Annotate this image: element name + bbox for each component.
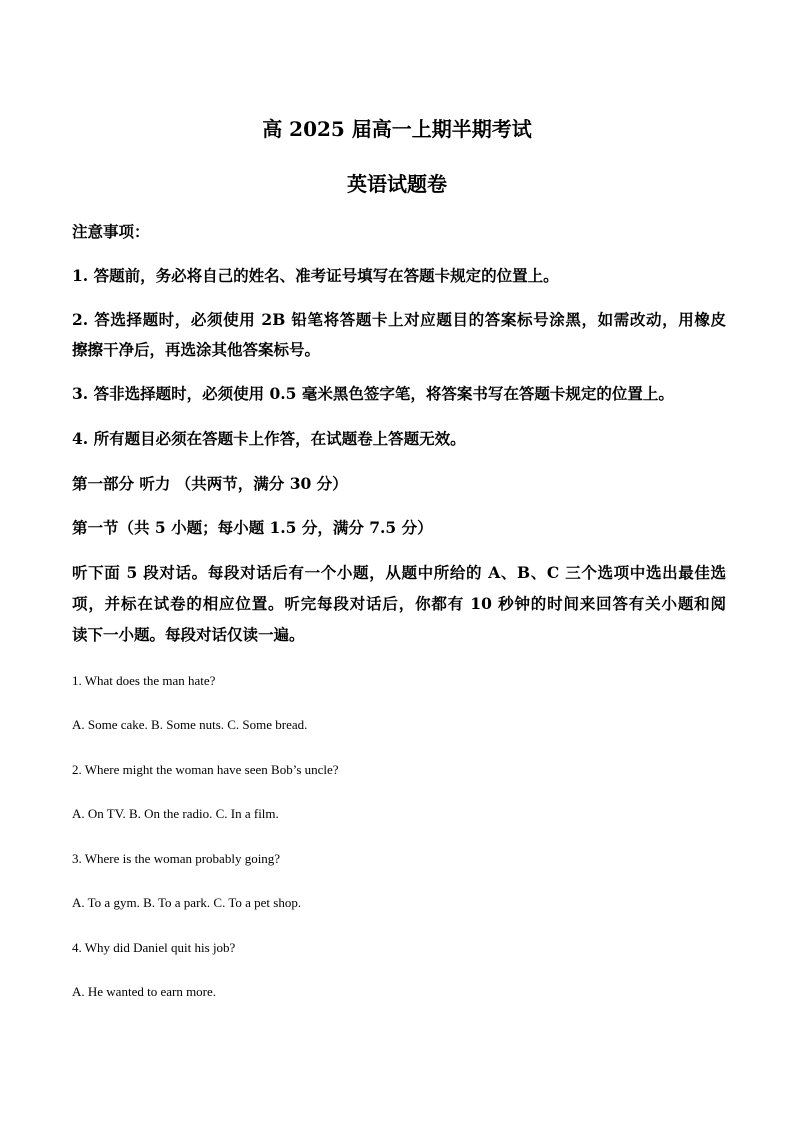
question-1-stem: 1. What does the man hate? — [72, 673, 216, 688]
section1-heading: 第一节（共 5 小题；每小题 1.5 分，满分 7.5 分） — [72, 518, 433, 537]
notice-heading: 注意事项： — [72, 222, 150, 241]
question-3-stem: 3. Where is the woman probably going? — [72, 851, 281, 866]
question-4-stem: 4. Why did Daniel quit his job? — [72, 940, 236, 955]
notice-item-3: 3. 答非选择题时，必须使用 0.5 毫米黑色签字笔，将答案书写在答题卡规定的位置上。 — [72, 384, 674, 403]
question-4-options: A. He wanted to earn more. — [72, 984, 217, 999]
exam-title: 高 2025 届高一上期半期考试 — [262, 117, 532, 141]
question-2-options: A. On TV. B. On the radio. C. In a film. — [72, 806, 279, 821]
instructions-line-3: 读下一小题。每段对话仅读一遍。 — [72, 625, 305, 644]
exam-subtitle: 英语试题卷 — [347, 172, 447, 196]
question-2-stem: 2. Where might the woman have seen Bob’s uncle? — [72, 762, 339, 777]
notice-item-2-continued: 擦擦干净后，再选涂其他答案标号。 — [72, 340, 321, 359]
notice-item-4: 4. 所有题目必须在答题卡上作答，在试题卷上答题无效。 — [72, 429, 466, 448]
question-3-options: A. To a gym. B. To a park. C. To a pet shop. — [72, 895, 302, 910]
instructions-line-1: 听下面 5 段对话。每段对话后有一个小题，从题中所给的 A、B、C 三个选项中选出最佳选 — [72, 563, 726, 582]
notice-item-1: 1. 答题前，务必将自己的姓名、准考证号填写在答题卡规定的位置上。 — [72, 266, 559, 285]
part1-heading: 第一部分 听力 （共两节，满分 30 分） — [72, 474, 348, 493]
instructions-line-2: 项，并标在试卷的相应位置。听完每段对话后，你都有 10 秒钟的时间来回答有关小题和阅 — [72, 594, 726, 613]
question-1-options: A. Some cake. B. Some nuts. C. Some bread. — [72, 717, 308, 732]
notice-item-2: 2. 答选择题时，必须使用 2B 铅笔将答题卡上对应题目的答案标号涂黑，如需改动，用橡皮 — [72, 310, 726, 329]
